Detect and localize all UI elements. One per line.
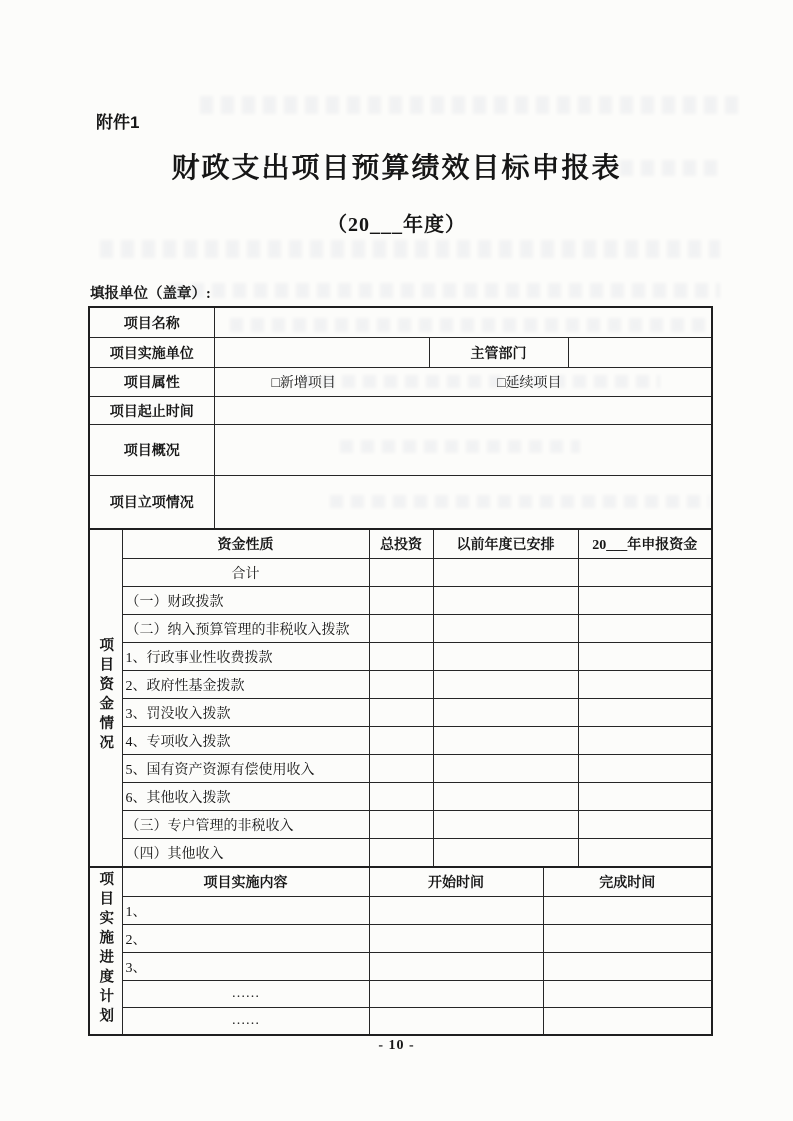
column-header-total-investment: 总投资 bbox=[369, 529, 433, 559]
table-row bbox=[89, 307, 712, 338]
funding-section-label: 项目资金情况 bbox=[89, 529, 122, 867]
funding-row-label: 5、国有资产资源有偿使用收入 bbox=[122, 755, 369, 783]
empty-cell bbox=[369, 559, 433, 587]
empty-cell bbox=[369, 699, 433, 727]
table-row bbox=[89, 338, 712, 368]
basic-info-table bbox=[88, 306, 713, 530]
reporting-unit-label: 填报单位（盖章）: bbox=[90, 286, 211, 302]
table-row bbox=[89, 587, 712, 615]
bleed-through-artifact bbox=[170, 283, 720, 298]
empty-cell bbox=[369, 615, 433, 643]
empty-cell bbox=[578, 839, 712, 868]
empty-cell bbox=[578, 615, 712, 643]
empty-cell bbox=[578, 699, 712, 727]
empty-cell bbox=[433, 755, 578, 783]
table-row bbox=[89, 727, 712, 755]
empty-cell bbox=[369, 981, 543, 1008]
table-row bbox=[89, 397, 712, 425]
empty-cell bbox=[433, 587, 578, 615]
schedule-table bbox=[88, 866, 713, 1036]
table-row bbox=[89, 671, 712, 699]
form-tables bbox=[88, 306, 711, 1036]
document-title: 财政支出项目预算绩效目标申报表 bbox=[171, 152, 622, 183]
bleed-through-artifact bbox=[200, 96, 740, 114]
empty-cell bbox=[369, 587, 433, 615]
table-row bbox=[89, 368, 712, 397]
empty-cell bbox=[433, 615, 578, 643]
table-row bbox=[89, 953, 712, 981]
project-approval-label: 项目立项情况 bbox=[89, 476, 214, 530]
table-row bbox=[89, 615, 712, 643]
schedule-row-label: 3、 bbox=[122, 953, 369, 981]
table-row bbox=[89, 425, 712, 476]
table-row bbox=[89, 1008, 712, 1036]
table-row bbox=[89, 755, 712, 783]
table-row bbox=[89, 897, 712, 925]
empty-cell bbox=[578, 755, 712, 783]
empty-cell bbox=[578, 587, 712, 615]
table-row bbox=[89, 643, 712, 671]
empty-cell bbox=[369, 925, 543, 953]
table-row bbox=[89, 699, 712, 727]
funding-row-label: （二）纳入预算管理的非税收入拨款 bbox=[122, 615, 369, 643]
funding-row-label: 3、罚没收入拨款 bbox=[122, 699, 369, 727]
funding-row-label: （一）财政拨款 bbox=[122, 587, 369, 615]
empty-cell bbox=[578, 783, 712, 811]
supervising-dept-cell bbox=[568, 338, 712, 368]
year-line: （20___年度） bbox=[327, 214, 466, 236]
funding-row-label: 1、行政事业性收费拨款 bbox=[122, 643, 369, 671]
empty-cell bbox=[369, 671, 433, 699]
implementing-unit-cell bbox=[214, 338, 429, 368]
continuing-project-checkbox: □延续项目 bbox=[497, 376, 562, 391]
empty-cell bbox=[578, 671, 712, 699]
schedule-row-label: …… bbox=[122, 1008, 369, 1036]
table-row bbox=[89, 811, 712, 839]
column-header-start-time: 开始时间 bbox=[369, 867, 543, 897]
empty-cell bbox=[433, 671, 578, 699]
empty-cell bbox=[433, 699, 578, 727]
project-approval-cell bbox=[214, 476, 712, 530]
column-header-fund-nature: 资金性质 bbox=[122, 529, 369, 559]
empty-cell bbox=[369, 1008, 543, 1036]
empty-cell bbox=[369, 727, 433, 755]
project-attribute-cell bbox=[214, 368, 712, 397]
table-row bbox=[89, 925, 712, 953]
table-row bbox=[89, 476, 712, 530]
new-project-checkbox: □新增项目 bbox=[271, 376, 336, 391]
supervising-dept-label: 主管部门 bbox=[429, 338, 568, 368]
empty-cell bbox=[543, 953, 712, 981]
page-number: - 10 - bbox=[378, 1038, 415, 1053]
project-overview-label: 项目概况 bbox=[89, 425, 214, 476]
table-row bbox=[89, 783, 712, 811]
project-period-cell bbox=[214, 397, 712, 425]
funding-row-label: （四）其他收入 bbox=[122, 839, 369, 868]
attachment-label: 附件1 bbox=[96, 113, 140, 132]
bleed-through-artifact bbox=[100, 240, 720, 258]
empty-cell bbox=[543, 981, 712, 1008]
empty-cell bbox=[578, 727, 712, 755]
empty-cell bbox=[369, 811, 433, 839]
schedule-row-label: 1、 bbox=[122, 897, 369, 925]
empty-cell bbox=[543, 925, 712, 953]
column-header-finish-time: 完成时间 bbox=[543, 867, 712, 897]
empty-cell bbox=[433, 559, 578, 587]
funding-row-label: 4、专项收入拨款 bbox=[122, 727, 369, 755]
project-name-cell bbox=[214, 307, 712, 338]
schedule-section-label: 项目实施进度计划 bbox=[89, 867, 122, 1035]
funding-table bbox=[88, 528, 713, 868]
empty-cell bbox=[433, 727, 578, 755]
table-row bbox=[89, 867, 712, 897]
empty-cell bbox=[578, 643, 712, 671]
empty-cell bbox=[433, 811, 578, 839]
funding-row-label: 合计 bbox=[122, 559, 369, 587]
empty-cell bbox=[369, 953, 543, 981]
schedule-row-label: 2、 bbox=[122, 925, 369, 953]
project-period-label: 项目起止时间 bbox=[89, 397, 214, 425]
empty-cell bbox=[369, 783, 433, 811]
funding-row-label: 2、政府性基金拨款 bbox=[122, 671, 369, 699]
table-row bbox=[89, 559, 712, 587]
project-attribute-label: 项目属性 bbox=[89, 368, 214, 397]
empty-cell bbox=[369, 755, 433, 783]
empty-cell bbox=[369, 643, 433, 671]
table-row bbox=[89, 529, 712, 559]
column-header-implementation-content: 项目实施内容 bbox=[122, 867, 369, 897]
empty-cell bbox=[578, 559, 712, 587]
column-header-declared-funds: 20___年申报资金 bbox=[578, 529, 712, 559]
empty-cell bbox=[543, 897, 712, 925]
empty-cell bbox=[369, 897, 543, 925]
column-header-prior-years: 以前年度已安排 bbox=[433, 529, 578, 559]
empty-cell bbox=[578, 811, 712, 839]
project-overview-cell bbox=[214, 425, 712, 476]
funding-row-label: （三）专户管理的非税收入 bbox=[122, 811, 369, 839]
empty-cell bbox=[433, 839, 578, 868]
implementing-unit-label: 项目实施单位 bbox=[89, 338, 214, 368]
table-row bbox=[89, 839, 712, 868]
empty-cell bbox=[433, 783, 578, 811]
project-name-label: 项目名称 bbox=[89, 307, 214, 338]
funding-row-label: 6、其他收入拨款 bbox=[122, 783, 369, 811]
schedule-row-label: …… bbox=[122, 981, 369, 1008]
table-row bbox=[89, 981, 712, 1008]
empty-cell bbox=[543, 1008, 712, 1036]
empty-cell bbox=[433, 643, 578, 671]
empty-cell bbox=[369, 839, 433, 868]
